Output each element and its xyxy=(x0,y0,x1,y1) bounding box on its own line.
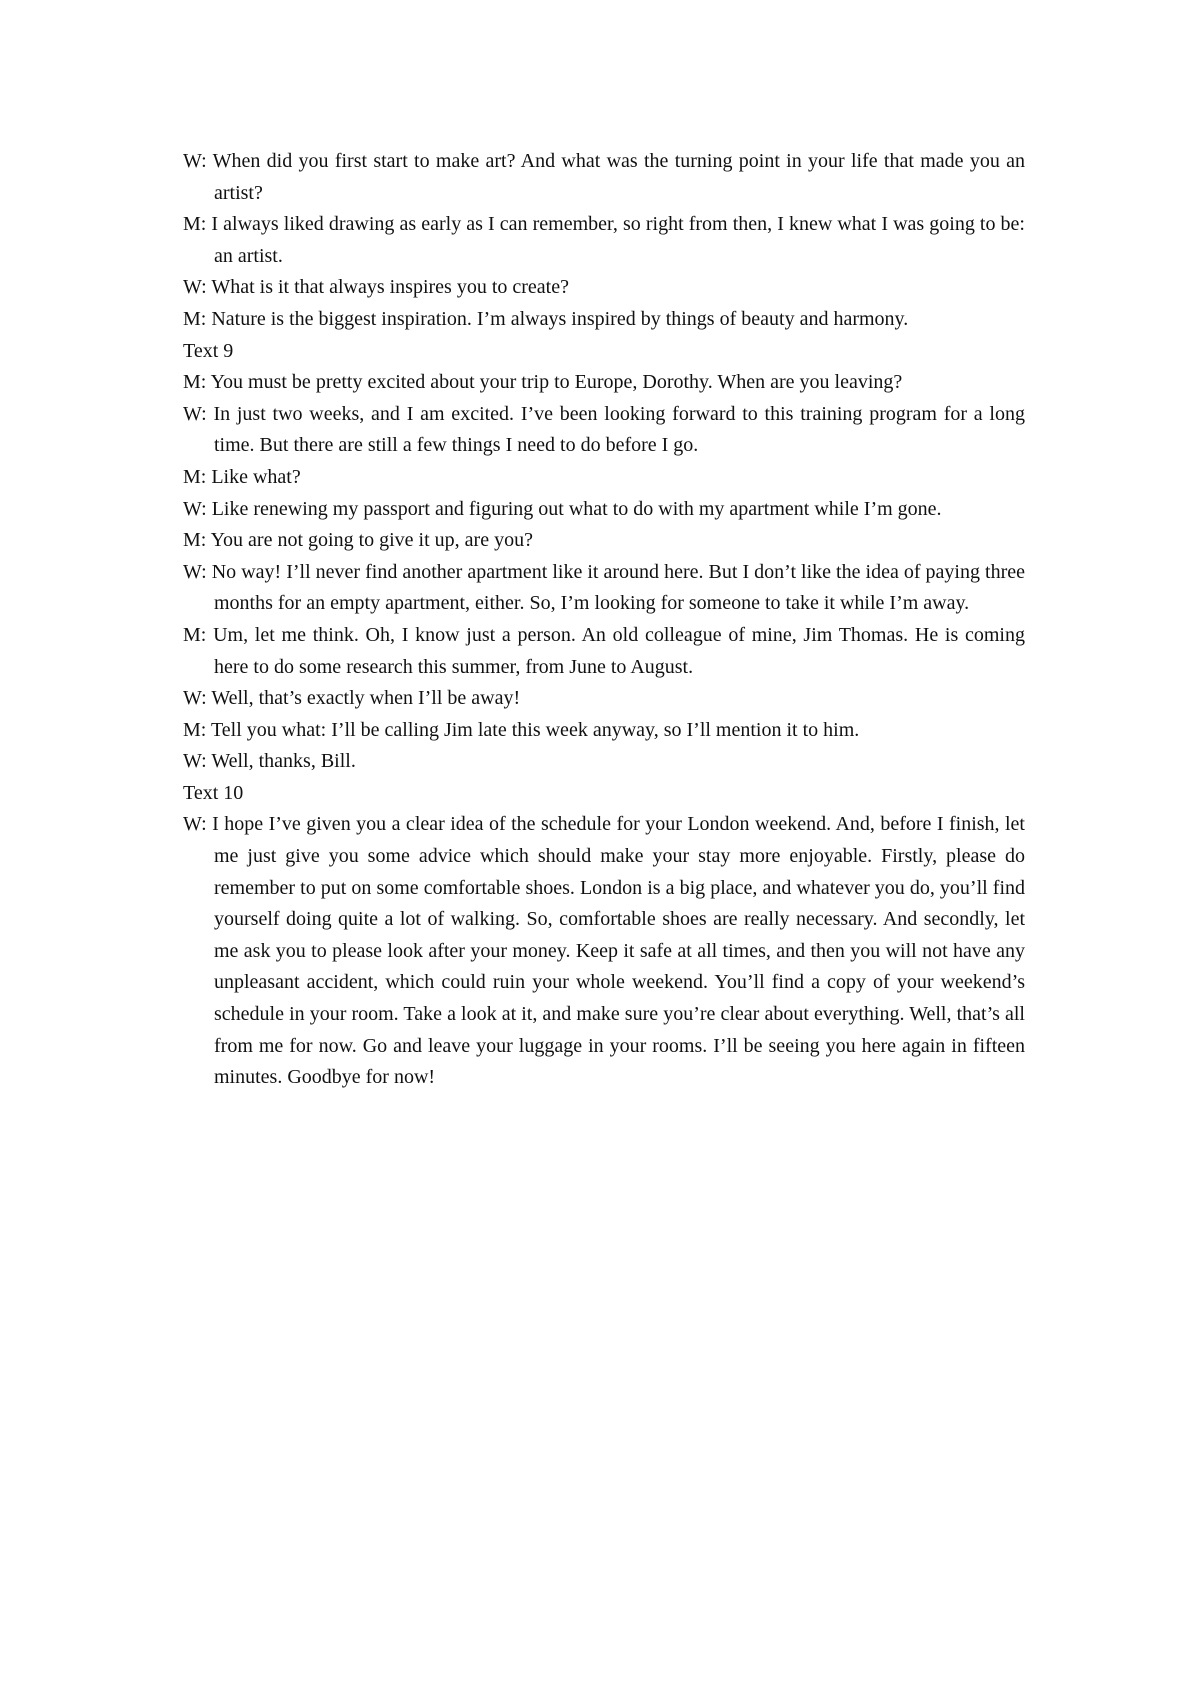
section-heading-text-9: Text 9 xyxy=(183,339,234,362)
dialogue-line: W: Well, that’s exactly when I’ll be away! xyxy=(183,687,521,710)
dialogue-line: W: Like renewing my passport and figuring out what to do with my apartment while I’m gone. xyxy=(183,497,942,520)
dialogue-line: M: You are not going to give it up, are you? xyxy=(183,529,533,552)
dialogue-line: M: Nature is the biggest inspiration. I’m always inspired by things of beauty and harmony. xyxy=(183,307,909,330)
dialogue-line: M: You must be pretty excited about your trip to Europe, Dorothy. When are you leaving? xyxy=(183,371,903,394)
dialogue-line: W: What is it that always inspires you to create? xyxy=(183,276,569,299)
dialogue-line: W: When did you first start to make art? And what was the turning point in your life that made you an artist? xyxy=(183,150,1025,204)
section-heading-text-10: Text 10 xyxy=(183,781,244,804)
dialogue-line: M: I always liked drawing as early as I can remember, so right from then, I knew what I was going to be: an artist. xyxy=(183,213,1025,267)
dialogue-line: M: Like what? xyxy=(183,465,301,488)
dialogue-line: W: No way! I’ll never find another apartment like it around here. But I don’t like the idea of paying three months for an empty apartment, either. So, I’m looking for someone to take it while I’m away. xyxy=(183,560,1025,615)
dialogue-line: M: Tell you what: I’ll be calling Jim late this week anyway, so I’ll mention it to him. xyxy=(183,718,860,741)
monologue-paragraph: W: I hope I’ve given you a clear idea of the schedule for your London weekend. And, before I finish, let me just give you some advice which should make your stay more enjoyable. Firstly, please do remember to put on some comfortable shoes. London is a big place, and whatever you do, you’ll find yourself doing quite a lot of walking. So, comfortable shoes are really necessary. And secondly, let me ask you to please look after your money. Keep it safe at all times, and then you will not have any unpleasant accident, which could ruin your whole weekend. You’ll find a copy of your weekend’s schedule in your room. Take a look at it, and make sure you’re clear about everything. Well, that’s all from me for now. Go and leave your luggage in your rooms. I’ll be seeing you here again in fifteen minutes. Goodbye for now! xyxy=(183,813,1025,1089)
dialogue-line: M: Um, let me think. Oh, I know just a person. An old colleague of mine, Jim Thomas. He is coming here to do some research this summer, from June to August. xyxy=(183,623,1025,678)
transcript-body xyxy=(183,146,1025,1094)
dialogue-line: W: Well, thanks, Bill. xyxy=(183,750,356,773)
dialogue-line: W: In just two weeks, and I am excited. I’ve been looking forward to this training program for a long time. But there are still a few things I need to do before I go. xyxy=(183,402,1025,457)
